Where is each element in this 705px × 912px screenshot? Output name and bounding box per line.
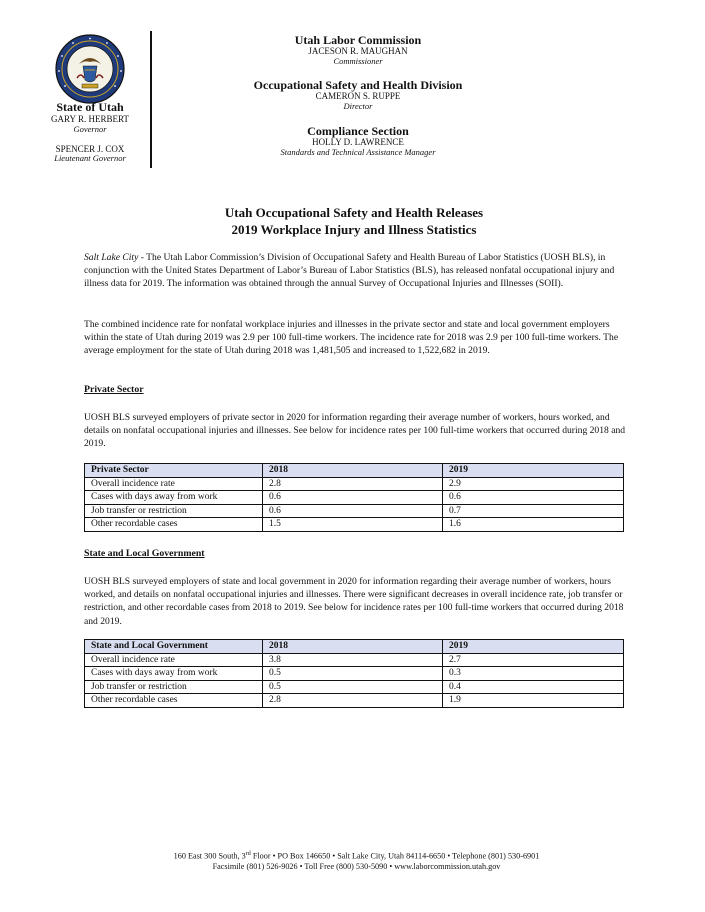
- table-cell: 0.4: [443, 680, 624, 694]
- table-header-cell: 2019: [443, 464, 624, 478]
- table-cell: Other recordable cases: [85, 694, 263, 708]
- table-cell: 0.3: [443, 667, 624, 681]
- table-cell: 2.8: [263, 477, 443, 491]
- table-cell: 0.5: [263, 680, 443, 694]
- private-sector-paragraph: UOSH BLS surveyed employers of private sector in 2020 for information regarding their average number of workers, hours worked, and details on nonfatal occupational injuries and illnesses. See below for incidence rates per 100 full-time workers that occurred during 2018 and 2019.: [84, 412, 626, 450]
- table-header-row: [85, 464, 624, 478]
- table-cell: Other recordable cases: [85, 518, 263, 532]
- headline-line-1: Utah Occupational Safety and Health Releases: [224, 205, 484, 220]
- department-person-title: Standards and Technical Assistance Manager: [280, 146, 436, 157]
- table-row: [85, 491, 624, 505]
- footer-address-part-1: 160 East 300 South, 3: [173, 851, 246, 861]
- table-cell: Cases with days away from work: [85, 667, 263, 681]
- combined-rate-paragraph: The combined incidence rate for nonfatal workplace injuries and illnesses in the private sector and state and local government employers within the state of Utah during 2019 was 2.9 per 100 full-time workers. The incidence rate for 2018 was 2.9 per 100 full-time workers. The average employment for the state of Utah during 2018 was 1,481,505 and increased to 1,522,682 in 2019.: [84, 319, 619, 357]
- department-labor-commission: [210, 34, 506, 66]
- table-row: [85, 680, 624, 694]
- letterhead-footer: [84, 851, 629, 873]
- state-local-government-paragraph: UOSH BLS surveyed employers of state and local government in 2020 for information regarding their average number of workers, hours worked, and details on nonfatal occupational injuries and illnesses. There were significant decreases in overall incidence rate, job transfer or restriction, and other recordable cases from 2018 to 2019. See below for incidence rates per 100 full-time workers that occurred during 2018 and 2019.: [84, 576, 624, 627]
- state-name: State of Utah: [56, 100, 124, 114]
- department-person-title: Commissioner: [333, 55, 383, 66]
- table-cell: 0.6: [263, 491, 443, 505]
- footer-ordinal: rd: [245, 851, 251, 857]
- private-sector-table: [84, 463, 624, 532]
- footer-contact: Facsimile (801) 526-9026 • Toll Free (800) 530-5090 • www.laborcommission.utah.gov: [212, 862, 501, 872]
- state-officials: [30, 101, 150, 164]
- table-cell: 1.9: [443, 694, 624, 708]
- department-org: Utah Labor Commission: [294, 33, 422, 47]
- table-cell: Job transfer or restriction: [85, 504, 263, 518]
- lt-governor-name: SPENCER J. COX: [55, 144, 125, 155]
- table-header-cell: State and Local Government: [85, 640, 263, 654]
- governor-name: GARY R. HERBERT: [51, 114, 129, 125]
- table-cell: 0.6: [443, 491, 624, 505]
- table-cell: Overall incidence rate: [85, 653, 263, 667]
- table-header-row: [85, 640, 624, 654]
- department-org: Occupational Safety and Health Division: [253, 78, 463, 92]
- great-seal-of-utah-icon: [55, 34, 125, 104]
- footer-address: [84, 851, 629, 862]
- table-row: [85, 694, 624, 708]
- table-cell: Overall incidence rate: [85, 477, 263, 491]
- table-header-cell: 2018: [263, 464, 443, 478]
- private-sector-heading: Private Sector: [84, 384, 144, 395]
- table-row: [85, 477, 624, 491]
- intro-text: - The Utah Labor Commission’s Division of Occupational Safety and Health Bureau of Labor Statistics (UOSH BLS), in conjunction with the United States Department of Labor’s Bureau of Labor Statistics (BLS), has released nonfatal occupational injury and illness data for 2019. The information was obtained through the annual Survey of Occupational Injuries and Illnesses (SOII).: [84, 252, 615, 290]
- department-osh-division: [210, 79, 506, 111]
- table-row: [85, 504, 624, 518]
- state-local-government-table: [84, 639, 624, 708]
- governor-title: Governor: [73, 123, 107, 134]
- table-row: [85, 518, 624, 532]
- department-org: Compliance Section: [307, 124, 409, 138]
- table-cell: Cases with days away from work: [85, 491, 263, 505]
- footer-address-part-2: Floor • PO Box 146650 • Salt Lake City, Utah 84114-6650 • Telephone (801) 530-6901: [250, 851, 540, 861]
- table-cell: 0.6: [263, 504, 443, 518]
- department-person: JACESON R. MAUGHAN: [308, 45, 408, 56]
- dateline-location: Salt Lake City: [84, 252, 139, 263]
- table-header-cell: Private Sector: [85, 464, 263, 478]
- department-compliance-section: [210, 125, 506, 157]
- table-row: [85, 667, 624, 681]
- table-cell: 2.7: [443, 653, 624, 667]
- letterhead-divider: [150, 31, 152, 168]
- table-cell: 0.5: [263, 667, 443, 681]
- state-local-government-heading: State and Local Government: [84, 548, 205, 559]
- intro-paragraph: [84, 251, 629, 291]
- table-cell: Job transfer or restriction: [85, 680, 263, 694]
- table-header-cell: 2019: [443, 640, 624, 654]
- department-person: HOLLY D. LAWRENCE: [312, 136, 404, 147]
- table-cell: 2.9: [443, 477, 624, 491]
- table-cell: 1.5: [263, 518, 443, 532]
- headline-line-2: 2019 Workplace Injury and Illness Statistics: [231, 221, 477, 237]
- table-cell: 1.6: [443, 518, 624, 532]
- department-person: CAMERON S. RUPPE: [315, 90, 401, 101]
- table-cell: 3.8: [263, 653, 443, 667]
- department-person-title: Director: [343, 100, 373, 111]
- document-headline: [84, 205, 624, 239]
- table-row: [85, 653, 624, 667]
- table-cell: 0.7: [443, 504, 624, 518]
- lt-governor-title: Lieutenant Governor: [54, 153, 126, 164]
- table-header-cell: 2018: [263, 640, 443, 654]
- table-cell: 2.8: [263, 694, 443, 708]
